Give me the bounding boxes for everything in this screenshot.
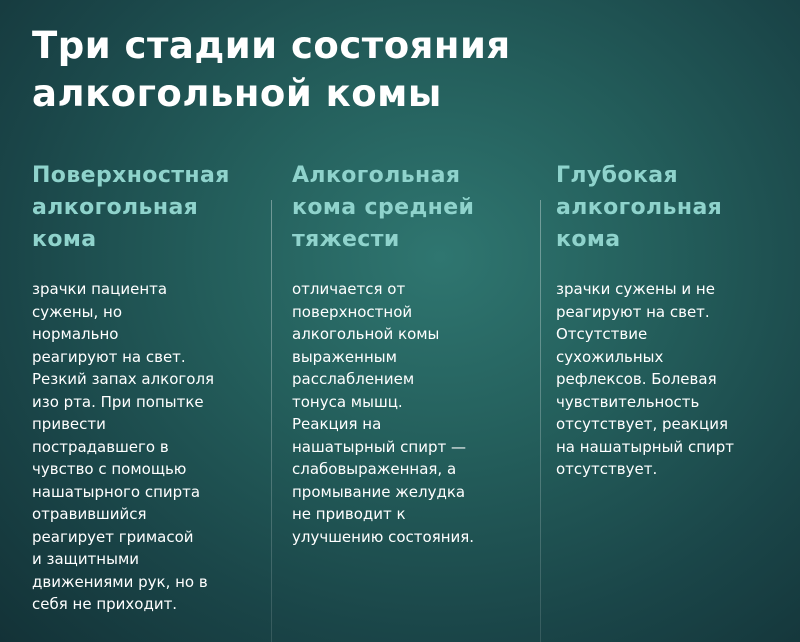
description-line: тонуса мышц. [292,392,403,411]
description-line: слабовыраженная, а [292,460,457,478]
description-line: рефлексов. Болевая [556,370,717,388]
stage-heading-line: кома [32,227,97,252]
description-line: изо рта. При попытке [32,392,204,411]
description-line: на нашатырный спирт [556,437,735,456]
description-line: пострадавшего в [32,437,169,456]
description-line: Резкий запах алкоголя [32,370,215,388]
description-line: привести [32,415,106,433]
stage-column-moderate [292,160,527,642]
description-line: зрачки пациента [32,280,168,298]
description-line: зрачки сужены и не [556,280,715,298]
description-line: отсутствует. [556,460,658,478]
column-divider [540,200,541,642]
description-line: сухожильных [556,347,664,366]
description-line: нашатырного спирта [32,482,201,501]
description-line: движениями рук, но в [32,572,208,591]
description-line: промывание желудка [292,482,466,501]
description-line: поверхностной [292,302,413,321]
description-line: отличается от [292,280,406,298]
description-line: чувствительность [556,392,700,411]
description-line: не приводит к [292,505,406,523]
description-line: нашатырный спирт — [292,437,467,456]
description-line: Реакция на [292,415,382,433]
description-line: Отсутствие [556,325,648,343]
stage-description [556,278,786,481]
stage-column-deep [556,160,786,642]
column-divider [271,200,272,642]
description-line: сужены, но [32,302,123,321]
stages-columns [0,160,800,642]
stage-description [292,278,527,548]
description-line: себя не приходит. [32,595,178,613]
stage-heading-line: алкогольная [556,195,723,220]
description-line: улучшению состояния. [292,527,475,546]
stage-heading-line: Алкогольная [292,163,461,188]
slide-title-line: Три стадии состояния [32,24,511,67]
slide-title [32,22,732,118]
description-line: отсутствует, реакция [556,415,728,433]
stage-description [32,278,262,616]
description-line: отравившийся [32,505,147,523]
stage-heading-line: кома средней [292,195,475,220]
description-line: чувство с помощью [32,460,187,478]
stage-column-superficial [32,160,262,642]
stage-heading-line: тяжести [292,227,400,252]
description-line: реагируют на свет. [556,302,710,321]
stage-heading [32,160,262,278]
stage-heading-line: Поверхностная [32,163,230,188]
description-line: реагирует гримасой [32,527,194,546]
stage-heading-line: алкогольная [32,195,199,220]
description-line: расслаблением [292,370,415,388]
description-line: и защитными [32,550,140,568]
stage-heading [292,160,527,278]
description-line: алкогольной комы [292,325,440,343]
stage-heading [556,160,786,278]
slide-title-line: алкогольной комы [32,72,442,115]
stage-heading-line: кома [556,227,621,252]
description-line: выраженным [292,347,397,366]
description-line: нормально [32,325,119,343]
description-line: реагируют на свет. [32,347,186,366]
stage-heading-line: Глубокая [556,163,679,188]
